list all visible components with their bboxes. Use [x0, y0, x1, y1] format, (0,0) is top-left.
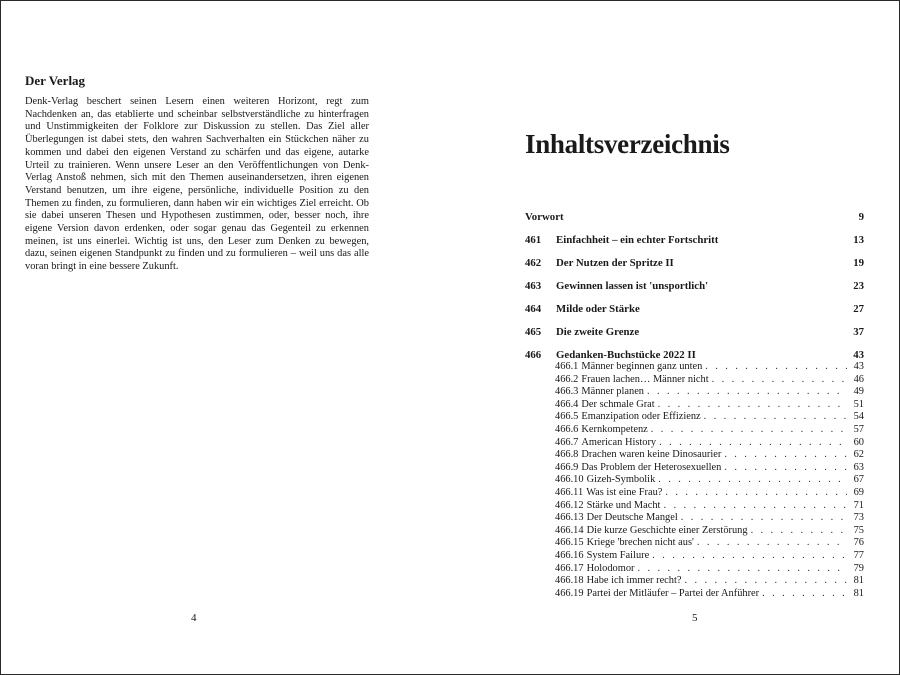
- toc-subentry-title: Stärke und Macht: [586, 499, 661, 511]
- toc-subentry-title: Der Deutsche Mangel: [586, 512, 678, 524]
- toc-entry-466: [525, 348, 864, 362]
- toc-entry-461: [525, 233, 864, 247]
- toc-entry-title: Milde oder Stärke: [556, 303, 640, 315]
- toc-subentry-title: Kernkompetenz: [581, 424, 648, 435]
- toc-subentry-466-16: [555, 550, 864, 563]
- toc-subentry-number: 466.10: [555, 474, 584, 486]
- toc-subentry-466-1: [555, 361, 864, 374]
- toc-subentry-466-14: [555, 525, 864, 538]
- toc-entry-number: 464: [525, 303, 542, 315]
- toc-subentry-466-4: [555, 399, 864, 412]
- dot-leader: [681, 512, 847, 525]
- toc-subentry-466-8: [555, 449, 864, 462]
- toc-subentry-page: 75: [853, 524, 864, 536]
- toc-subentry-number: 466.4: [555, 398, 579, 410]
- toc-subentry-number: 466.8: [555, 449, 579, 461]
- toc-subentry-title: System Failure: [586, 550, 650, 561]
- toc-entry-page: 37: [853, 326, 864, 338]
- toc-subentry-page: 79: [853, 562, 864, 574]
- toc-subentry-number: 466.2: [555, 373, 579, 385]
- toc-subentry-number: 466.11: [555, 487, 584, 498]
- toc-subentry-title: Was ist eine Frau?: [586, 487, 663, 498]
- toc-entry-page: 19: [853, 257, 864, 269]
- toc-subentry-title: American History: [581, 436, 657, 448]
- toc-subentry-title: Männer planen: [581, 386, 644, 398]
- toc-subentry-number: 466.19: [555, 587, 584, 599]
- toc-subentry-466-19: [555, 588, 864, 601]
- dot-leader: [665, 487, 847, 500]
- toc-subentry-number: 466.18: [555, 575, 584, 587]
- toc-subentry-page: 54: [853, 411, 864, 423]
- toc-subentry-title: Männer beginnen ganz unten: [581, 361, 703, 372]
- toc-entry-vorwort: [525, 210, 864, 224]
- toc-entry-title: Die zweite Grenze: [556, 326, 640, 338]
- toc-subentry-466-7: [555, 437, 864, 450]
- toc-entry-page: 27: [853, 303, 864, 315]
- toc-subentry-page: 43: [853, 361, 864, 372]
- toc-subentry-number: 466.3: [555, 386, 579, 398]
- toc-entry-title: Vorwort: [525, 211, 564, 223]
- dot-leader: [663, 500, 847, 513]
- dot-leader: [751, 525, 847, 538]
- dot-leader: [647, 386, 847, 399]
- dot-leader: [712, 374, 847, 387]
- toc-subentry-page: 60: [853, 436, 864, 448]
- dot-leader: [652, 550, 847, 563]
- toc-subentry-title: Frauen lachen… Männer nicht: [581, 373, 709, 385]
- toc-subentry-page: 73: [853, 512, 864, 524]
- toc-subentry-title: Habe ich immer recht?: [586, 575, 682, 587]
- toc-subentry-page: 51: [853, 398, 864, 410]
- toc-subentry-466-11: [555, 487, 864, 500]
- toc-subentry-title: Die kurze Geschichte einer Zerstörung: [586, 524, 748, 536]
- toc-entry-page: 23: [853, 280, 864, 292]
- toc-subentry-number: 466.1: [555, 361, 579, 372]
- toc-heading: Inhaltsverzeichnis: [525, 129, 730, 159]
- toc-subentry-title: Gizeh-Symbolik: [586, 474, 656, 486]
- toc-subentry-title: Das Problem der Heterosexuellen: [581, 461, 722, 473]
- dot-leader: [659, 437, 847, 450]
- toc-subentry-466-18: [555, 575, 864, 588]
- toc-subentry-page: 67: [853, 474, 864, 486]
- toc-subentry-466-9: [555, 462, 864, 475]
- toc-entry-number: 465: [525, 326, 542, 338]
- toc-entry-page: 9: [858, 211, 864, 223]
- toc-entry-number: 466: [525, 349, 542, 361]
- toc-subentry-466-10: [555, 474, 864, 487]
- toc-subentry-page: 77: [853, 550, 864, 561]
- toc-subentry-title: Kriege 'brechen nicht aus': [586, 537, 694, 549]
- toc-subentry-number: 466.13: [555, 512, 584, 524]
- toc-entry-page: 13: [853, 234, 864, 246]
- toc-subentry-466-3: [555, 386, 864, 399]
- dot-leader: [762, 588, 847, 601]
- toc-entry-464: [525, 302, 864, 316]
- toc-subentry-page: 62: [853, 449, 864, 461]
- toc-subentry-466-12: [555, 500, 864, 513]
- dot-leader: [697, 537, 847, 550]
- toc-subentry-466-17: [555, 563, 864, 576]
- toc-subentry-number: 466.17: [555, 562, 584, 574]
- toc-subentry-page: 76: [853, 537, 864, 549]
- toc-subentry-page: 49: [853, 386, 864, 398]
- toc-subentry-page: 71: [853, 499, 864, 511]
- toc-subentry-number: 466.14: [555, 524, 584, 536]
- dot-leader: [658, 474, 847, 487]
- toc-subentry-466-13: [555, 512, 864, 525]
- dot-leader: [638, 563, 848, 576]
- toc-subentry-466-6: [555, 424, 864, 437]
- toc-subentry-number: 466.7: [555, 436, 579, 448]
- dot-leader: [705, 361, 847, 374]
- toc-entry-462: [525, 256, 864, 270]
- toc-subentry-number: 466.9: [555, 461, 579, 473]
- toc-subentry-page: 57: [853, 424, 864, 435]
- dot-leader: [685, 575, 848, 588]
- dot-leader: [651, 424, 847, 437]
- toc-subentry-number: 466.6: [555, 424, 579, 435]
- toc-subentry-title: Drachen waren keine Dinosaurier: [581, 449, 722, 461]
- toc-subentry-number: 466.5: [555, 411, 579, 423]
- toc-subentry-466-2: [555, 374, 864, 387]
- publisher-description: Denk-Verlag beschert seinen Lesern einen weiteren Horizont, regt zum Nachdenken an, das etablierte und scheinbar selbstverständliche zu hinterfragen und Unstimmigkeiten der Folklore zur Diskussion zu stellen. Das Ziel aller Überlegungen ist dabei stets, den wahren Sachverhalten ein Stückchen näher zu kommen und dabei den eigenen Verstand zu schärfen und das eigene, autarke Urteil zu trainieren. Wenn unsere Leser an den Veröffentlichungen von Denk-Verlag Anstoß nehmen, sich mit den Themen auseinandersetzen, ihren eigenen Verstand benutzen, um ihre eigene, persönliche, individuelle Position zu den Themen zu finden, zu formulieren, dann haben wir ein wichtiges Ziel erreicht. Ob sie dabei unseren Thesen und Hypothesen zustimmen, oder, besser noch, ihre eigene Version davon erdenken, oder sogar genau das Gegenteil zu erkennen meinen, ist uns einerlei. Wichtig ist uns, den Leser zum Denken zu bewegen, dazu, seinen eigenen Standpunkt zu finden und zu formulieren – weil uns das alle voran bringt in eine bessere Zukunft.: [25, 96, 369, 273]
- toc-subentry-title: Emanzipation oder Effizienz: [581, 411, 701, 423]
- dot-leader: [724, 449, 847, 462]
- right-page-number: 5: [692, 612, 698, 624]
- toc-entry-title: Gewinnen lassen ist 'unsportlich': [556, 280, 709, 292]
- toc-entry-page: 43: [853, 349, 864, 361]
- toc-entry-number: 461: [525, 234, 542, 246]
- dot-leader: [724, 462, 847, 475]
- toc-entry-465: [525, 325, 864, 339]
- toc-subentry-466-5: [555, 411, 864, 424]
- toc-entry-number: 462: [525, 257, 542, 269]
- toc-subentry-page: 69: [853, 487, 864, 498]
- toc-subentry-number: 466.12: [555, 499, 584, 511]
- toc-subentry-number: 466.15: [555, 537, 584, 549]
- toc-subentry-title: Partei der Mitläufer – Partei der Anführer: [586, 587, 760, 599]
- toc-subentry-title: Holodomor: [586, 562, 635, 574]
- publisher-heading: Der Verlag: [25, 73, 86, 88]
- toc-subentry-page: 81: [853, 575, 864, 587]
- dot-leader: [704, 411, 847, 424]
- dot-leader: [658, 399, 847, 412]
- toc-subentry-466-15: [555, 537, 864, 550]
- toc-subentry-page: 46: [853, 373, 864, 385]
- toc-entry-title: Gedanken-Buchstücke 2022 II: [556, 349, 696, 361]
- left-page-number: 4: [191, 612, 197, 624]
- toc-subentry-page: 81: [853, 587, 864, 599]
- toc-entry-number: 463: [525, 280, 542, 292]
- toc-subentry-number: 466.16: [555, 550, 584, 561]
- toc-entry-title: Der Nutzen der Spritze II: [556, 257, 674, 269]
- toc-entry-title: Einfachheit – ein echter Fortschritt: [556, 234, 719, 246]
- right-page: [450, 1, 899, 674]
- toc-subentry-title: Der schmale Grat: [581, 398, 655, 410]
- left-page: [1, 1, 450, 674]
- toc-subentry-page: 63: [853, 461, 864, 473]
- toc-entry-463: [525, 279, 864, 293]
